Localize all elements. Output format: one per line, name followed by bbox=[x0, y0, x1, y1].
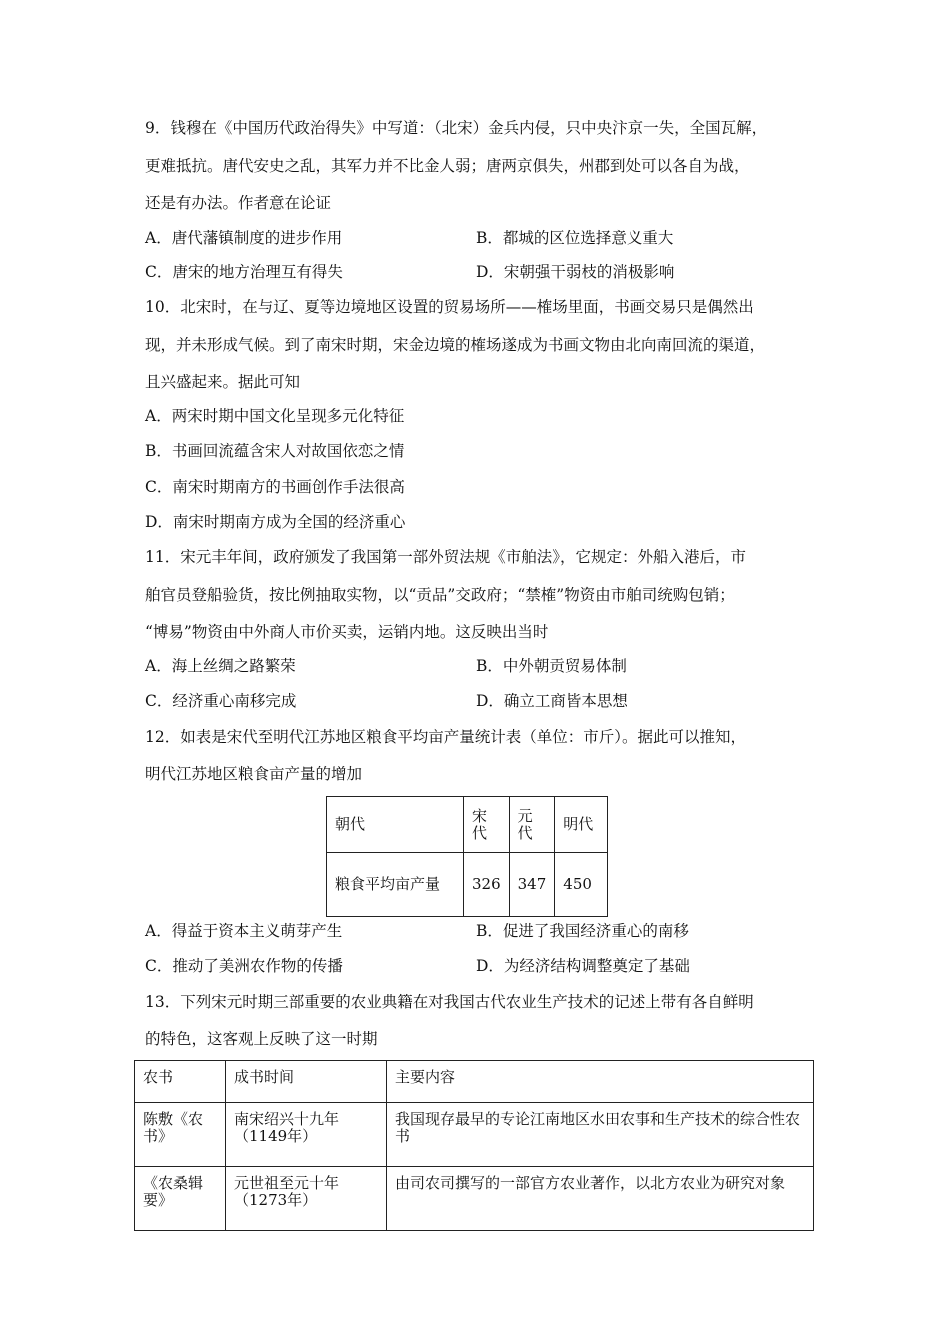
q9-stem-line-1: 9．钱穆在《中国历代政治得失》中写道：（北宋）金兵内侵，只中央汴京一失，全国瓦解， bbox=[145, 119, 768, 137]
q9-option-a: A．唐代藩镇制度的进步作用 bbox=[145, 229, 343, 247]
q10-stem-line-3: 且兴盛起来。据此可知 bbox=[145, 373, 301, 391]
q11-stem-line-2: 舶官员登船验货，按比例抽取实物，以“贡品”交政府；“禁榷”物资由市舶司统购包销； bbox=[145, 586, 735, 604]
q12-option-b: B．促进了我国经济重心的南移 bbox=[476, 922, 689, 940]
q11-option-a: A．海上丝绸之路繁荣 bbox=[145, 657, 296, 675]
q12-stem-line-2: 明代江苏地区粮食亩产量的增加 bbox=[145, 765, 363, 783]
q9-stem-line-2: 更难抵抗。唐代安史之乱，其军力并不比金人弱；唐两京俱失，州郡到处可以各自为战， bbox=[145, 157, 750, 175]
yield-table bbox=[326, 796, 608, 917]
q12-option-a: A．得益于资本主义萌芽产生 bbox=[145, 922, 343, 940]
q11-option-d: D．确立工商皆本思想 bbox=[476, 692, 628, 710]
q11-option-b: B．中外朝贡贸易体制 bbox=[476, 657, 627, 675]
yield-table-header-yuan: 元代 bbox=[509, 797, 555, 853]
q10-stem-line-2: 现，并未形成气候。到了南宋时期，宋金边境的榷场遂成为书画文物由北向南回流的渠道， bbox=[145, 336, 766, 354]
q10-option-a: A．两宋时期中国文化呈现多元化特征 bbox=[145, 407, 405, 425]
q9-option-b: B．都城的区位选择意义重大 bbox=[476, 229, 674, 247]
q9-option-c: C．唐宋的地方治理互有得失 bbox=[145, 263, 343, 281]
yield-table-header-song: 宋代 bbox=[464, 797, 510, 853]
agri-books-row1-time: 南宋绍兴十九年（1149年） bbox=[226, 1103, 387, 1167]
agri-books-header-time: 成书时间 bbox=[226, 1061, 387, 1103]
yield-table-data-row bbox=[327, 853, 608, 917]
agri-books-table bbox=[134, 1060, 814, 1231]
yield-table-header-dynasty: 朝代 bbox=[327, 797, 464, 853]
q10-option-b: B．书画回流蕴含宋人对故国依恋之情 bbox=[145, 442, 405, 460]
yield-table-header-row bbox=[327, 797, 608, 853]
yield-table-header-ming: 明代 bbox=[555, 797, 608, 853]
agri-books-row2-content: 由司农司撰写的一部官方农业著作，以北方农业为研究对象 bbox=[387, 1167, 814, 1231]
agri-books-row bbox=[135, 1103, 814, 1167]
q12-option-d: D．为经济结构调整奠定了基础 bbox=[476, 957, 690, 975]
agri-books-row2-time: 元世祖至元十年（1273年） bbox=[226, 1167, 387, 1231]
q10-stem-line-1: 10．北宋时，在与辽、夏等边境地区设置的贸易场所——榷场里面，书画交易只是偶然出 bbox=[145, 298, 754, 316]
yield-table-value-song: 326 bbox=[464, 853, 510, 917]
agri-books-row1-content: 我国现存最早的专论江南地区水田农事和生产技术的综合性农书 bbox=[387, 1103, 814, 1167]
agri-books-header-content: 主要内容 bbox=[387, 1061, 814, 1103]
yield-table-value-ming: 450 bbox=[555, 853, 608, 917]
q11-option-c: C．经济重心南移完成 bbox=[145, 692, 297, 710]
q12-option-c: C．推动了美洲农作物的传播 bbox=[145, 957, 343, 975]
agri-books-row1-book: 陈敷《农书》 bbox=[135, 1103, 226, 1167]
q11-stem-line-3: “博易”物资由中外商人市价买卖，运销内地。这反映出当时 bbox=[145, 623, 549, 641]
yield-table-row-label: 粮食平均亩产量 bbox=[327, 853, 464, 917]
q12-stem-line-1: 12．如表是宋代至明代江苏地区粮食平均亩产量统计表（单位：市斤）。据此可以推知， bbox=[145, 728, 746, 746]
q10-option-c: C．南宋时期南方的书画创作手法很高 bbox=[145, 478, 405, 496]
q13-stem-line-1: 13．下列宋元时期三部重要的农业典籍在对我国古代农业生产技术的记述上带有各自鲜明 bbox=[145, 993, 754, 1011]
agri-books-row bbox=[135, 1167, 814, 1231]
agri-books-row2-book: 《农桑辑要》 bbox=[135, 1167, 226, 1231]
agri-books-header-row bbox=[135, 1061, 814, 1103]
q9-stem-line-3: 还是有办法。作者意在论证 bbox=[145, 194, 332, 212]
q11-stem-line-1: 11．宋元丰年间，政府颁发了我国第一部外贸法规《市舶法》，它规定：外船入港后，市 bbox=[145, 548, 746, 566]
q13-stem-line-2: 的特色，这客观上反映了这一时期 bbox=[145, 1030, 378, 1048]
q10-option-d: D．南宋时期南方成为全国的经济重心 bbox=[145, 513, 406, 531]
yield-table-value-yuan: 347 bbox=[509, 853, 555, 917]
agri-books-header-book: 农书 bbox=[135, 1061, 226, 1103]
q9-option-d: D．宋朝强干弱枝的消极影响 bbox=[476, 263, 675, 281]
